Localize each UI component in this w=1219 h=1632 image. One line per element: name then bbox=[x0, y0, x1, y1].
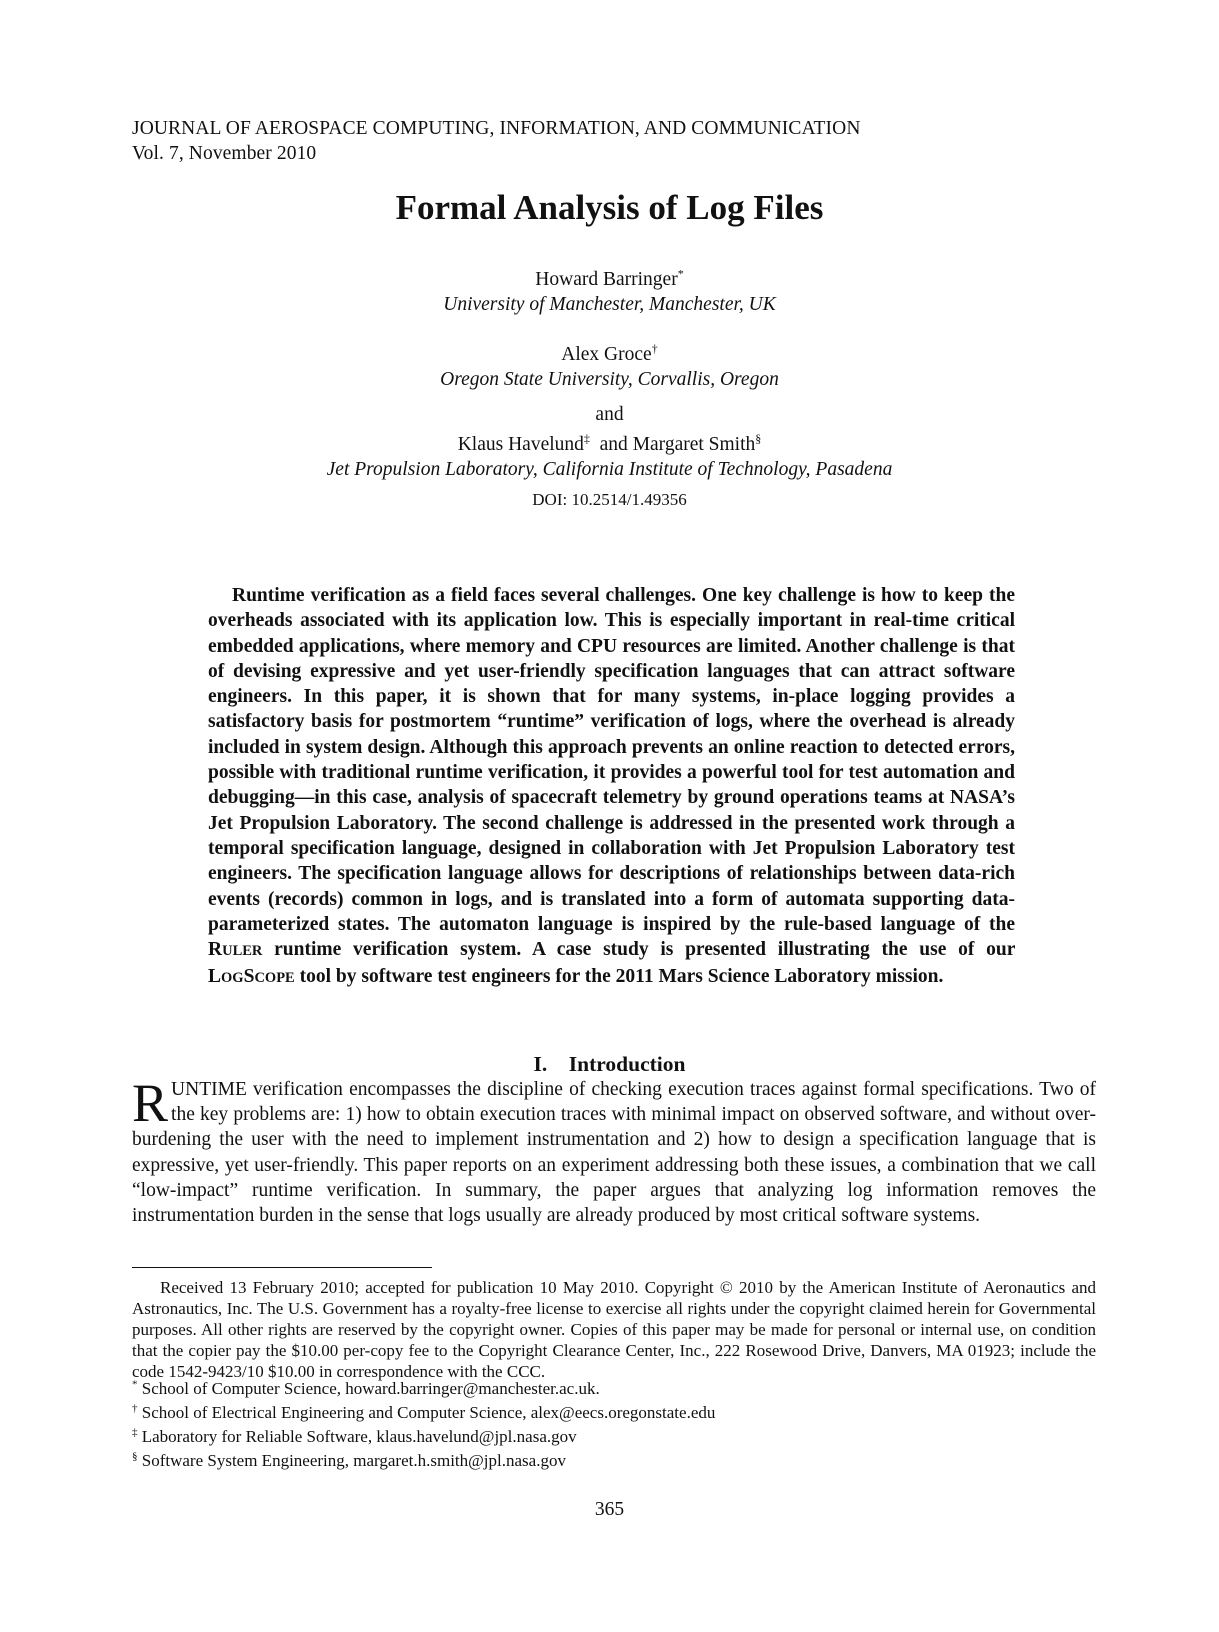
footnote-rule bbox=[132, 1267, 432, 1268]
abstract-text: Runtime verification as a field faces several challenges. One key challenge is how to keep the overheads associated with its application low. This is especially important in real-time critical embedded applications, where memory and CPU resources are limited. Another challenge is that of devising expressive and yet user-friendly specification languages that can attract software engineers. In this paper, it is shown that for many systems, in-place logging provides a satisfactory basis for postmortem “runtime” verification of logs, where the overhead is already included in system design. Although this approach prevents an online reaction to detected errors, possible with traditional runtime verification, it provides a powerful tool for test automation and debugging—in this case, analysis of spacecraft telemetry by ground operations teams at NASA’s Jet Propulsion Laboratory. The second challenge is addressed in the presented work through a temporal specification language, designed in collaboration with Jet Propulsion Laboratory test engineers. The specification language allows for descriptions of relationships between data-rich events (records) common in logs, and is translated into a form of automata supporting data-parameterized states. The automaton language is inspired by the rule-based language of the bbox=[208, 585, 1015, 935]
logscope-name bbox=[208, 966, 295, 987]
author-name: Margaret Smith bbox=[632, 434, 756, 455]
author-mark: † bbox=[651, 341, 658, 356]
logscope-smallcaps-og: OG bbox=[221, 970, 244, 987]
section-number: I. bbox=[533, 1052, 548, 1076]
author-mark: § bbox=[755, 431, 762, 446]
footnote-text: Software System Engineering, margaret.h.smith@jpl.nasa.gov bbox=[141, 1451, 566, 1470]
footnote-mark: ‡ bbox=[132, 1426, 138, 1439]
logscope-cap-l: L bbox=[208, 966, 222, 988]
author-name: Klaus Havelund bbox=[457, 434, 584, 455]
logscope-cap-s: S bbox=[243, 966, 255, 988]
footnote-item bbox=[132, 1402, 1096, 1423]
author-line-2 bbox=[0, 343, 1219, 367]
author-line-3 bbox=[0, 433, 1219, 457]
dropcap: R bbox=[132, 1073, 169, 1133]
paper-title: Formal Analysis of Log Files bbox=[395, 188, 824, 227]
author-and: and bbox=[595, 404, 624, 425]
intro-text: UNTIME verification encompasses the discipline of checking execution traces against formal specifications. Two of the key problems are: 1) how to obtain execution traces with minimal impact on observed software, and without over-burdening the user with the need to implement instrumentation and 2) how to design a specification language that is expressive, yet user-friendly. This paper reports on an experiment addressing both these issues, a combination that we call “low-impact” runtime verification. In summary, the paper argues that analyzing log information removes the instrumentation burden in the sense that logs usually are already produced by most critical software systems. bbox=[132, 1079, 1096, 1227]
author-line-1 bbox=[0, 268, 1219, 292]
footnote-text: School of Electrical Engineering and Computer Science, alex@eecs.oregonstate.edu bbox=[141, 1403, 716, 1422]
journal-name: JOURNAL OF AEROSPACE COMPUTING, INFORMATION, AND COMMUNICATION bbox=[132, 118, 861, 139]
journal-header bbox=[132, 116, 861, 166]
page-number: 365 bbox=[594, 1499, 625, 1520]
footnote-text: Laboratory for Reliable Software, klaus.havelund@jpl.nasa.gov bbox=[141, 1427, 577, 1446]
footnote-item bbox=[132, 1378, 1096, 1399]
intro-paragraph bbox=[132, 1073, 1096, 1228]
ruler-smallcaps: ULER bbox=[222, 943, 263, 960]
abstract bbox=[208, 583, 1015, 992]
ruler-cap: R bbox=[208, 939, 223, 961]
author-name: Alex Groce bbox=[561, 344, 652, 365]
doi: DOI: 10.2514/1.49356 bbox=[532, 490, 687, 509]
footnote-item bbox=[132, 1426, 1096, 1447]
footnote-mark: † bbox=[132, 1402, 138, 1415]
abstract-text: tool by software test engineers for the 2011 Mars Science Laboratory mission. bbox=[299, 966, 944, 988]
logscope-smallcaps-cope: COPE bbox=[254, 970, 295, 987]
abstract-text: runtime verification system. A case study is presented illustrating the use of our bbox=[274, 939, 1015, 961]
footnote-mark: * bbox=[132, 1378, 138, 1391]
footnote-text: School of Computer Science, howard.barringer@manchester.ac.uk. bbox=[141, 1379, 600, 1398]
author-mark: * bbox=[677, 266, 684, 281]
footnote-item bbox=[132, 1450, 1096, 1471]
author-affiliation-1: University of Manchester, Manchester, UK bbox=[443, 294, 776, 315]
author-mark: ‡ bbox=[583, 431, 590, 446]
author-name: Howard Barringer bbox=[535, 269, 678, 290]
author-joiner: and bbox=[599, 434, 628, 455]
section-heading bbox=[0, 1050, 1219, 1078]
author-affiliation-2: Oregon State University, Corvallis, Oregon bbox=[440, 369, 779, 390]
section-title: Introduction bbox=[568, 1052, 686, 1076]
footnote-received: Received 13 February 2010; accepted for publication 10 May 2010. Copyright © 2010 by the American Institute of Aeronautics and Astronautics, Inc. The U.S. Government has a royalty-free license to exercise all rights under the copyright claimed herein for Governmental purposes. All other rights are reserved by the copyright owner. Copies of this paper may be made for personal or internal use, on condition that the copier pay the $10.00 per-copy fee to the Copyright Clearance Center, Inc., 222 Rosewood Drive, Danvers, MA 01923; include the code 1542-9423/10 $10.00 in correspondence with the CCC. bbox=[132, 1278, 1096, 1381]
footnote-mark: § bbox=[132, 1450, 138, 1463]
ruler-name bbox=[208, 939, 262, 960]
author-affiliation-3: Jet Propulsion Laboratory, California Institute of Technology, Pasadena bbox=[326, 459, 893, 480]
journal-volume: Vol. 7, November 2010 bbox=[132, 143, 317, 164]
